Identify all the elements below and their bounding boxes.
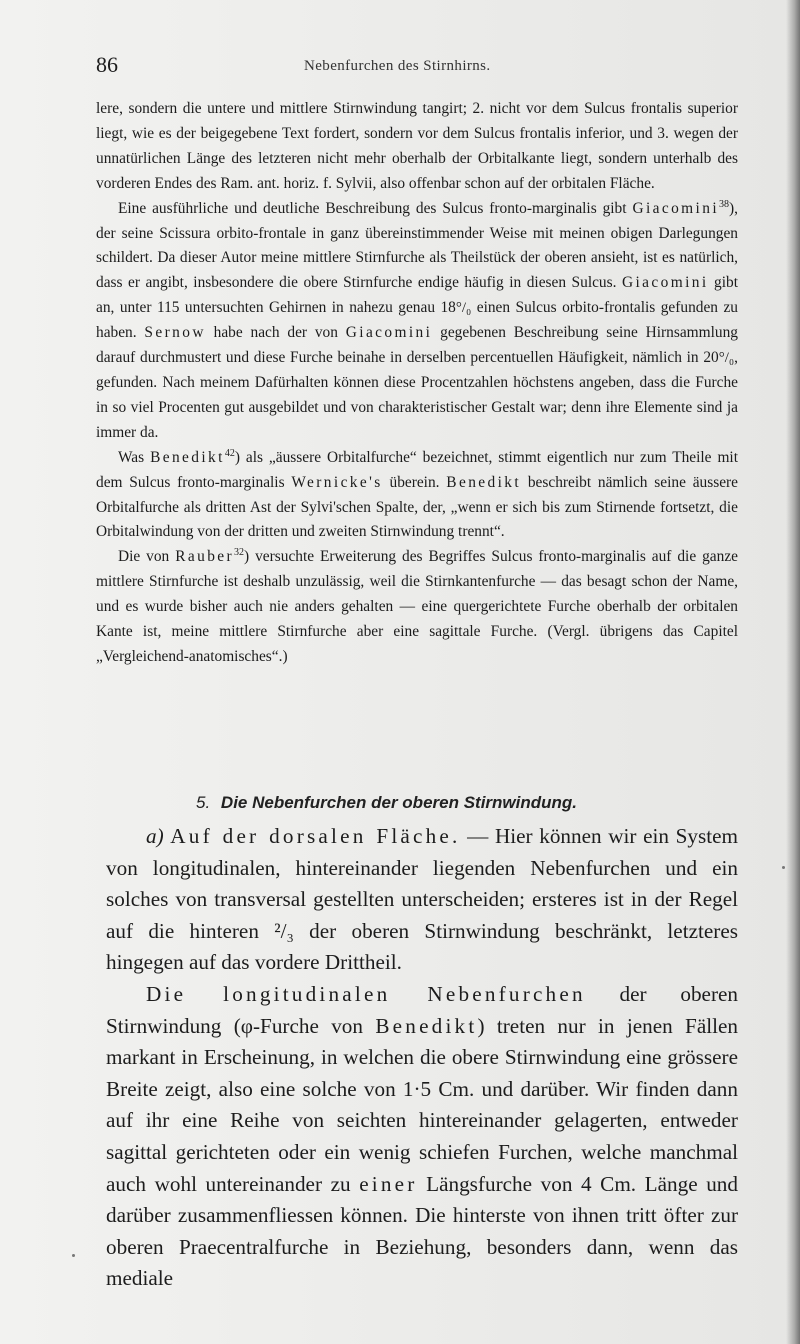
text-run: Eine ausführliche und deutliche Beschreibung des Sulcus fronto-marginalis gibt [118,199,633,217]
text-run: beschreibt nämlich seine äussere Orbitalfurche als dritten Ast der Sylvi'schen Spalte, der, „wenn er sich bis zum Stirnende fortsetzt, die Orbitalwindung von der dritten und zweiten Stirnwindung trennt“. [96,473,738,541]
author-name: Benedikt [150,448,225,466]
author-name: Rauber [175,548,235,566]
subsection-label: a) [146,824,164,848]
fraction: ²/₃ [274,918,294,943]
body-text-large [106,821,738,1295]
text-run: ), der seine Scissura orbito-frontale in ganz übereinstimmender Weise mit meinen obigen Darlegungen schildert. Da dieser Autor meine mittlere Stirnfurche als Theilstück der oberen ansieht, ist es natürlich, dass er angibt, insbesondere die obere Stirnfurche endige häufig in diesen Sulcus. [96,199,738,292]
paper-speck [72,1254,75,1257]
author-name: Benedikt [375,1013,478,1038]
section-title: Die Nebenfurchen der oberen Stirnwindung. [220,793,578,812]
paragraph-4 [96,545,738,670]
text-run: , gefunden. Nach meinem Dafürhalten können diese Procentzahlen höchstens angeben, dass die Furche in so viel Procenten gut ausgebildet und von charakteristischer Gestalt war; denn ihre Elemente sind ja immer da. [96,349,738,441]
author-name: Giacomini [621,274,709,292]
emphasized-word: einer [359,1171,418,1196]
text-run: der oberen Stirnwindung (φ-Furche von [106,981,739,1038]
text-run: Längsfurche von 4 Cm. Länge und darüber zusammenfliessen können. Die hinterste von ihnen tritt öfter zur oberen Praecentralfurche in Beziehung, besonders dann, wenn das mediale [106,1171,738,1291]
text-run: Die von [118,548,176,566]
percent-sign: °/₀ [718,350,735,367]
author-name: Wernicke's [291,473,383,491]
paragraph-2 [96,197,738,446]
page-header [96,52,736,82]
text-run: einen Sulcus orbito-frontalis gefunden zu haben. [96,299,738,342]
text-run: ) treten nur in jenen Fällen markant in Erscheinung, in welchen die obere Stirnwindung eine grössere Breite zeigt, also eine solche von 1·5 Cm. und darüber. Wir finden dann auf ihr eine Reihe von seichten hintereinander gelagerten, entweder sagittal gerichteten oder ein wenig schiefen Furchen, welche manchmal auch wohl untereinander zu [106,1013,738,1196]
paper-speck [782,866,785,869]
author-name: Benedikt [446,473,522,491]
author-name: Sernow [144,324,206,342]
text-run: Was [118,448,151,466]
reference-number: 42 [224,447,235,459]
author-name: Giacomini [632,199,720,217]
reference-number: 38 [719,198,730,210]
text-run: der oberen Stirnwindung beschränkt, letzteres hingegen auf das vordere Drittheil. [106,918,738,975]
section-number: 5. [196,793,211,812]
reference-number: 32 [234,547,245,559]
emphasized-term: Die longitudinalen Nebenfurchen [146,981,586,1006]
text-run: — Hier können wir ein System von longitudinalen, hintereinander liegenden Nebenfurchen und ein solches von transversal gestellten unterscheiden; ersteres ist in der Regel auf die hinteren [106,824,738,943]
subsection-heading: Auf der dorsalen Fläche. [170,824,461,848]
author-name: Giacomini [345,324,433,342]
page-edge-shadow [786,0,800,1344]
paragraph-5 [106,821,738,979]
text-run: ) versuchte Erweiterung des Begriffes Sulcus fronto-marginalis auf die ganze mittlere Stirnfurche ist deshalb unzulässig, weil die Stirnkantenfurche — das besagt schon der Name, und es wurde bisher auch nie anders gehalten — eine quergerichtete Furche oberhalb der orbitalen Kante ist, meine mittlere Stirnfurche aber eine sagittale Furche. (Vergl. übrigens das Capitel „Vergleichend-anatomisches“.) [96,548,738,665]
paragraph-6 [106,979,738,1295]
text-run: gegebenen Beschreibung seine Hirnsammlung darauf durchmustert und diese Furche beinahe in derselben percentuellen Häufigkeit, nämlich in 20 [96,324,738,367]
paragraph-3 [96,446,738,546]
running-head: Nebenfurchen des Stirnhirns. [304,58,491,74]
text-run: gibt an, unter 115 untersuchten Gehirnen in nahezu genau 18 [96,274,738,317]
section-heading [196,793,756,813]
page-number: 86 [96,52,118,77]
text-run: ) als „äussere Orbitalfurche“ bezeichnet, stimmt eigentlich nur zum Theile mit dem Sulcus fronto-marginalis [96,448,738,491]
text-run: lere, sondern die untere und mittlere Stirnwindung tangirt; 2. nicht vor dem Sulcus frontalis superior liegt, wie es der beigegebene Text fordert, sondern vor dem Sulcus frontalis inferior, und 3. wegen der unnatürlichen Länge des letzteren nicht mehr oberhalb der Orbitalkante liegt, sondern unterhalb des vorderen Endes des Ram. ant. horiz. f. Sylvii, also offenbar schon auf der orbitalen Fläche. [96,100,738,192]
percent-sign: °/₀ [455,300,472,317]
paragraph-1 [96,97,738,197]
text-run: überein. [382,473,447,491]
body-text-small [96,97,738,670]
text-run: habe nach der von [205,324,346,342]
